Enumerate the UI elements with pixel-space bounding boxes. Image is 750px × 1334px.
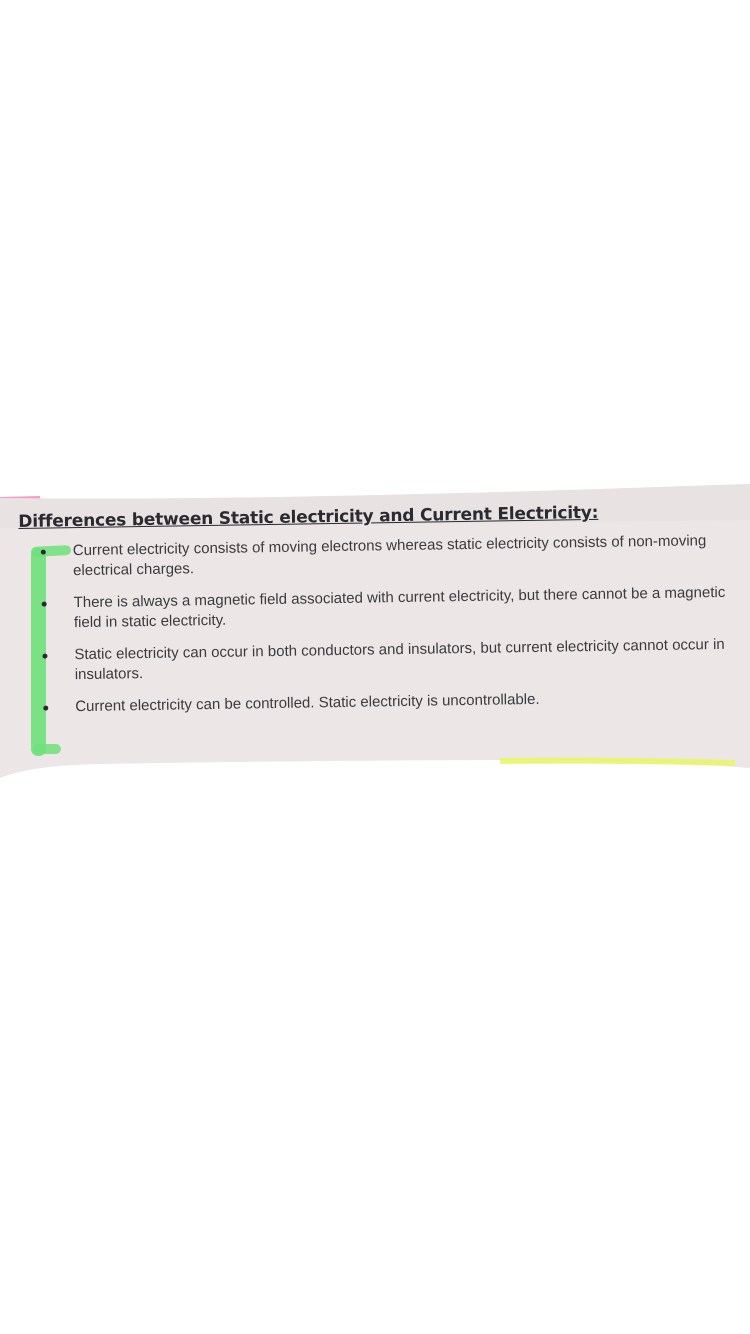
note-content: [18, 489, 742, 730]
bullet-icon: [42, 654, 47, 659]
green-highlighter-bottom: [33, 744, 61, 754]
list-item: [19, 583, 740, 634]
bullet-text: Current electricity can be controlled. Static electricity is uncontrollable.: [75, 690, 540, 716]
bullet-icon: [42, 602, 47, 607]
bullet-text: There is always a magnetic field associated with current electricity, but there cannot be a magnetic field in static electricity.: [73, 583, 726, 632]
list-item: [20, 635, 741, 686]
bullet-text: Static electricity can occur in both conductors and insulators, but current electricity cannot occur in insulators.: [74, 635, 725, 684]
bullet-icon: [41, 550, 46, 555]
bullet-text: Current electricity consists of moving electrons whereas static electricity consists of non-moving electrical charges.: [72, 532, 707, 580]
section-title: Differences between Static electricity and Current Electricity:: [18, 502, 599, 532]
bullet-list: [19, 531, 742, 718]
list-item: [21, 687, 741, 718]
list-item: [19, 531, 740, 582]
bullet-icon: [43, 706, 48, 711]
